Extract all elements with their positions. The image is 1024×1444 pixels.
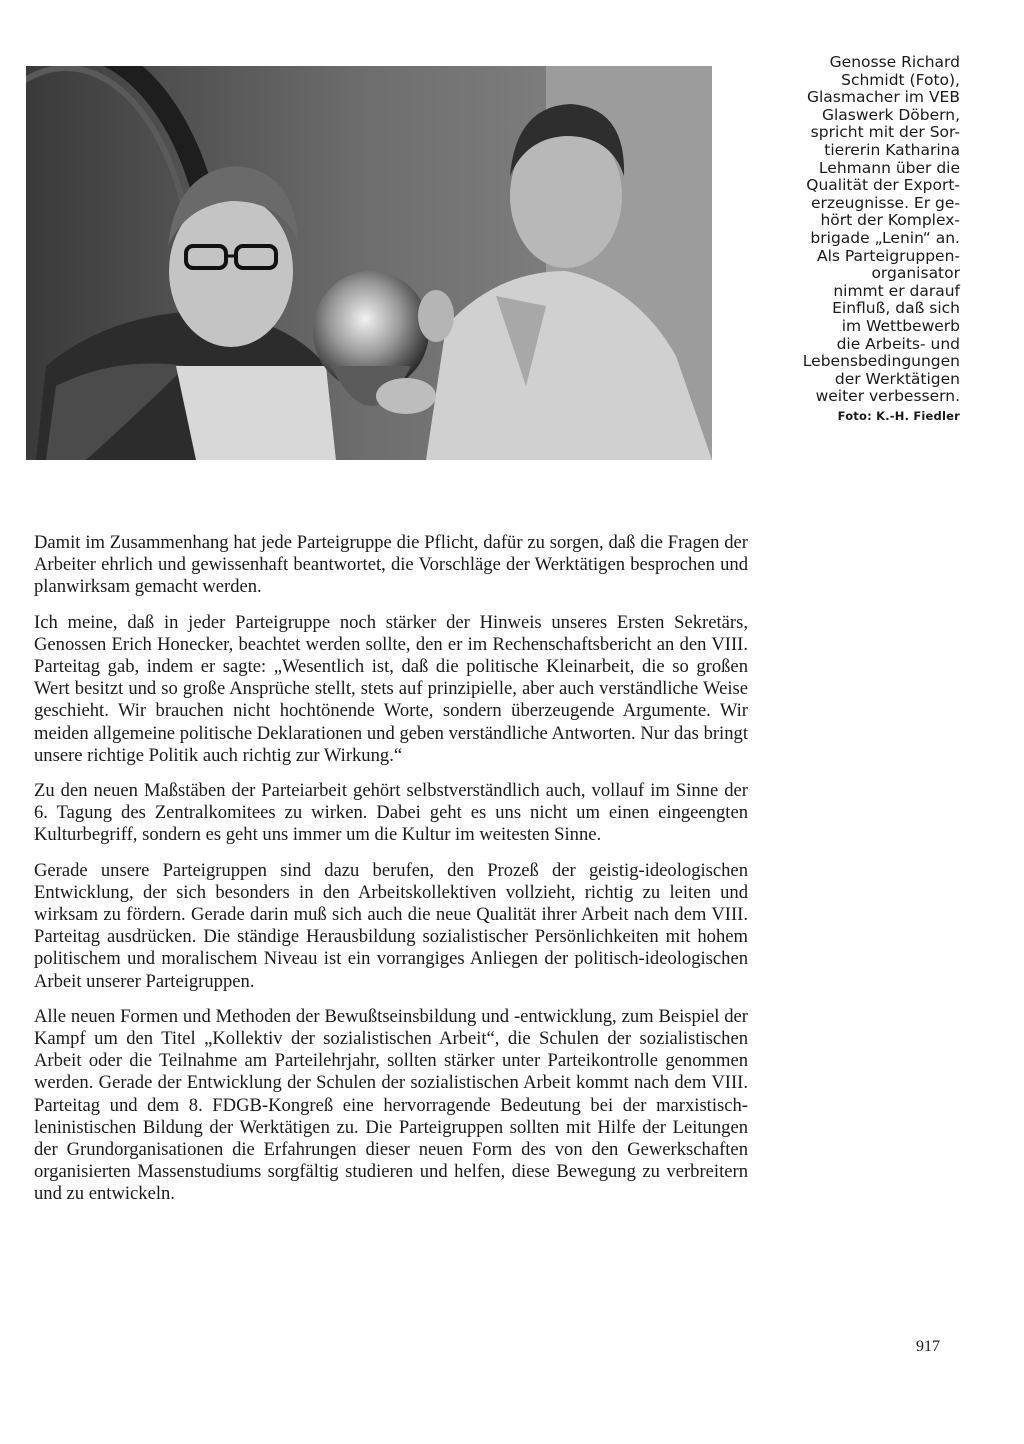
page-number: 917: [916, 1338, 940, 1355]
caption-line: im Wettbewerb: [841, 316, 960, 335]
caption-line: tiererin Katharina: [824, 140, 960, 159]
caption-line: Genosse Richard: [829, 53, 960, 71]
body-paragraph: Zu den neuen Maßstäben der Parteiarbeit gehört selbstverständlich auch, vollauf im Sinne der 6. Tagung des Zentralkomitees zu wirken. Dabei geht es uns nicht um einen eingeengten Kulturbegriff, sondern es geht uns immer um die Kultur im weitesten Sinne.: [34, 780, 748, 846]
caption-line: hört der Komplex-: [820, 211, 960, 230]
caption-line: weiter verbessern.: [815, 387, 960, 406]
caption-line: nimmt er darauf: [833, 281, 960, 300]
caption-line: Qualität der Export-: [806, 176, 960, 195]
photograph: [26, 66, 712, 460]
caption-line: Lebensbedingungen: [802, 352, 960, 371]
caption-line: Lehmann über die: [818, 158, 960, 177]
photo-credit: Foto: K.-H. Fiedler: [837, 408, 960, 423]
photo-illustration: [26, 66, 712, 460]
article-body: [34, 532, 748, 1219]
caption-line: erzeugnisse. Er ge-: [811, 193, 960, 212]
body-paragraph: Gerade unsere Parteigruppen sind dazu berufen, den Prozeß der geistig-ideologischen Entwicklung, der sich besonders in den Arbeitskollektiven vollzieht, richtig zu leiten und wirksam zu fördern. Gerade darin muß sich auch die neue Qualität ihrer Arbeit nach dem VIII. Parteitag ausdrücken. Die ständige Herausbildung sozialistischer Persönlichkeiten mit hohem politischem und moralischem Niveau ist ein vorrangiges Anliegen der politisch-ideologischen Arbeit unserer Parteigruppen.: [34, 859, 748, 992]
caption-line: organisator: [871, 264, 960, 283]
caption-line: Einfluß, daß sich: [832, 299, 960, 318]
body-paragraph: Damit im Zusammenhang hat jede Parteigruppe die Pflicht, dafür zu sorgen, daß die Fragen der Arbeiter ehrlich und gewissenhaft beantwortet, die Vorschläge der Werktätigen besprochen und planwirksam gemacht werden.: [34, 532, 748, 598]
caption-line: spricht mit der Sor-: [810, 123, 960, 142]
caption-line: Schmidt (Foto),: [841, 70, 960, 89]
caption-line: brigade „Lenin“ an.: [810, 228, 960, 247]
body-paragraph: Alle neuen Formen und Methoden der Bewußtseinsbildung und -entwicklung, zum Beispiel der Kampf um den Titel „Kollektiv der sozialistischen Arbeit“, die Schulen der sozialistischen Arbeit oder die Teilnahme am Parteilehrjahr, sollten stärker unter Parteikontrolle genommen werden. Gerade der Entwicklung der Schulen der sozialistischen Arbeit kommt nach dem VIII. Parteitag und dem 8. FDGB-Kongreß eine hervorragende Bedeutung bei der marxistisch-leninistischen Bildung der Werktätigen zu. Die Parteigruppen sollten mit Hilfe der Leitungen der Grundorganisationen die Erfahrungen dieser neuen Form des von den Gewerkschaften organisierten Massenstudiums sorgfältig studieren und helfen, diese Bewegung zu verbreitern und zu entwickeln.: [34, 1005, 748, 1205]
caption-line: die Arbeits- und: [836, 334, 960, 353]
caption-line: der Werktätigen: [834, 369, 960, 388]
photo-caption: [760, 54, 960, 425]
caption-line: Als Parteigruppen-: [816, 246, 960, 265]
caption-line: Glasmacher im VEB: [806, 88, 960, 107]
body-paragraph: Ich meine, daß in jeder Parteigruppe noch stärker der Hinweis unseres Ersten Sekretärs, Genossen Erich Honecker, beachtet werden sollte, den er im Rechenschaftsbericht an den VIII. Parteitag gab, indem er sagte: „Wesentlich ist, daß die politische Kleinarbeit, die so großen Wert besitzt und so große Ansprüche stellt, stets auf prinzipielle, aber auch verständliche Weise geschieht. Wir brauchen nicht hochtönende Worte, sondern überzeugende Argumente. Wir meiden allgemeine politische Deklarationen und geben verständliche Antworten. Nur das bringt unsere richtige Politik auch richtig zur Wirkung.“: [34, 611, 748, 766]
caption-line: Glaswerk Döbern,: [821, 105, 960, 124]
